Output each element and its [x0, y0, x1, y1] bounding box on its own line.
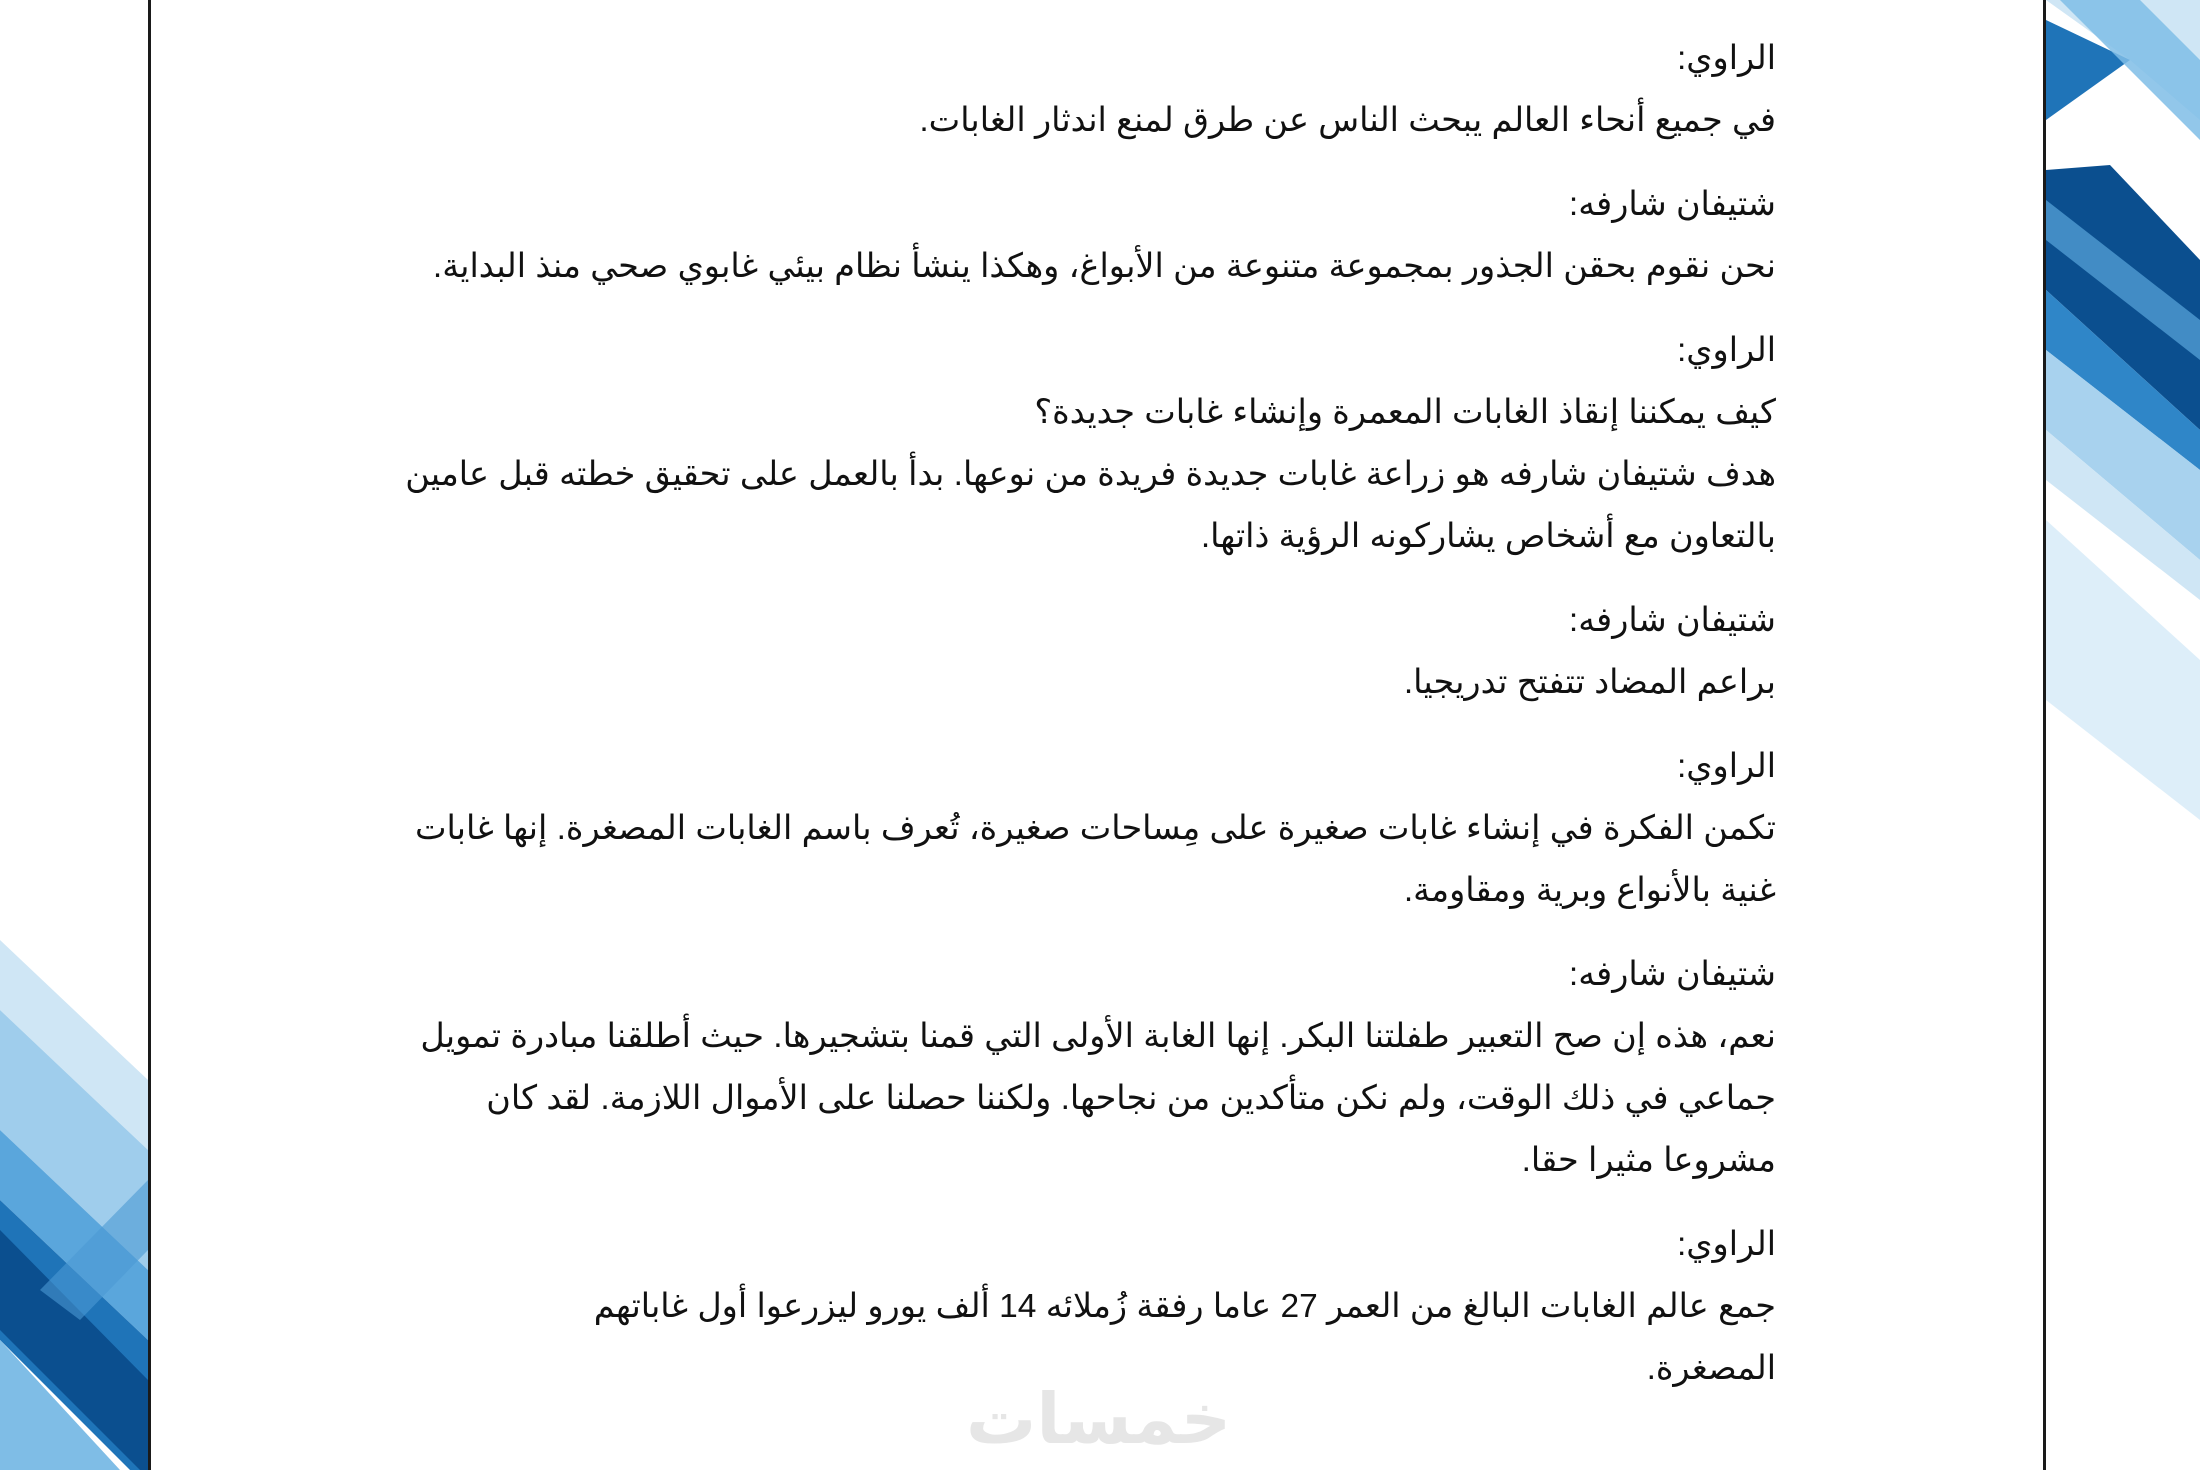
speaker-label: الراوي: [1676, 1226, 1776, 1263]
dialogue-line: غنية بالأنواع وبرية ومقاومة. [1403, 872, 1776, 909]
dialogue-block [336, 320, 1776, 568]
dialogue-line: نحن نقوم بحقن الجذور بمجموعة متنوعة من الأبواغ، وهكذا ينشأ نظام بيئي غابوي صحي منذ البداية. [432, 248, 1776, 285]
speaker-label: شتيفان شارفه: [1568, 602, 1776, 639]
speaker-label: الراوي: [1676, 40, 1776, 77]
dialogue-block [336, 944, 1776, 1192]
dialogue-block [336, 736, 1776, 922]
left-stripes [0, 940, 148, 1470]
dialogue-line: تكمن الفكرة في إنشاء غابات صغيرة على مِساحات صغيرة، تُعرف باسم الغابات المصغرة. إنها غابات [414, 810, 1776, 847]
dialogue-block [336, 590, 1776, 714]
right-stripes [2046, 0, 2200, 820]
speaker-label: الراوي: [1676, 748, 1776, 785]
speaker-label: شتيفان شارفه: [1568, 956, 1776, 993]
dialogue-line: كيف يمكننا إنقاذ الغابات المعمرة وإنشاء غابات جديدة؟ [1034, 394, 1776, 431]
dialogue-line: براعم المضاد تتفتح تدريجيا. [1403, 664, 1776, 701]
dialogue-line: بالتعاون مع أشخاص يشاركونه الرؤية ذاتها. [1200, 518, 1776, 555]
dialogue-block [336, 1214, 1776, 1400]
dialogue-line: هدف شتيفان شارفه هو زراعة غابات جديدة فريدة من نوعها. بدأ بالعمل على تحقيق خطته قبل عامين [405, 456, 1776, 493]
watermark-logo: خمسات [966, 1380, 1232, 1458]
dialogue-line: جمع عالم الغابات البالغ من العمر 27 عاما رفقة زُملائه 14 ألف يورو ليزرعوا أول غاباتهم [593, 1288, 1776, 1325]
speaker-label: شتيفان شارفه: [1568, 186, 1776, 223]
dialogue-block [336, 28, 1776, 152]
dialogue-line: جماعي في ذلك الوقت، ولم نكن متأكدين من نجاحها. ولكننا حصلنا على الأموال اللازمة. لقد كان [486, 1080, 1776, 1117]
dialogue-block [336, 174, 1776, 298]
dialogue-line: نعم، هذه إن صح التعبير طفلتنا البكر. إنها الغابة الأولى التي قمنا بتشجيرها. حيث أطلقنا مبادرة تمويل [420, 1018, 1776, 1055]
dialogue-line: مشروعا مثيرا حقا. [1521, 1142, 1776, 1179]
dialogue-line: في جميع أنحاء العالم يبحث الناس عن طرق لمنع اندثار الغابات. [919, 102, 1776, 139]
speaker-label: الراوي: [1676, 332, 1776, 369]
transcript [336, 28, 1776, 1422]
dialogue-line: المصغرة. [1646, 1350, 1776, 1387]
